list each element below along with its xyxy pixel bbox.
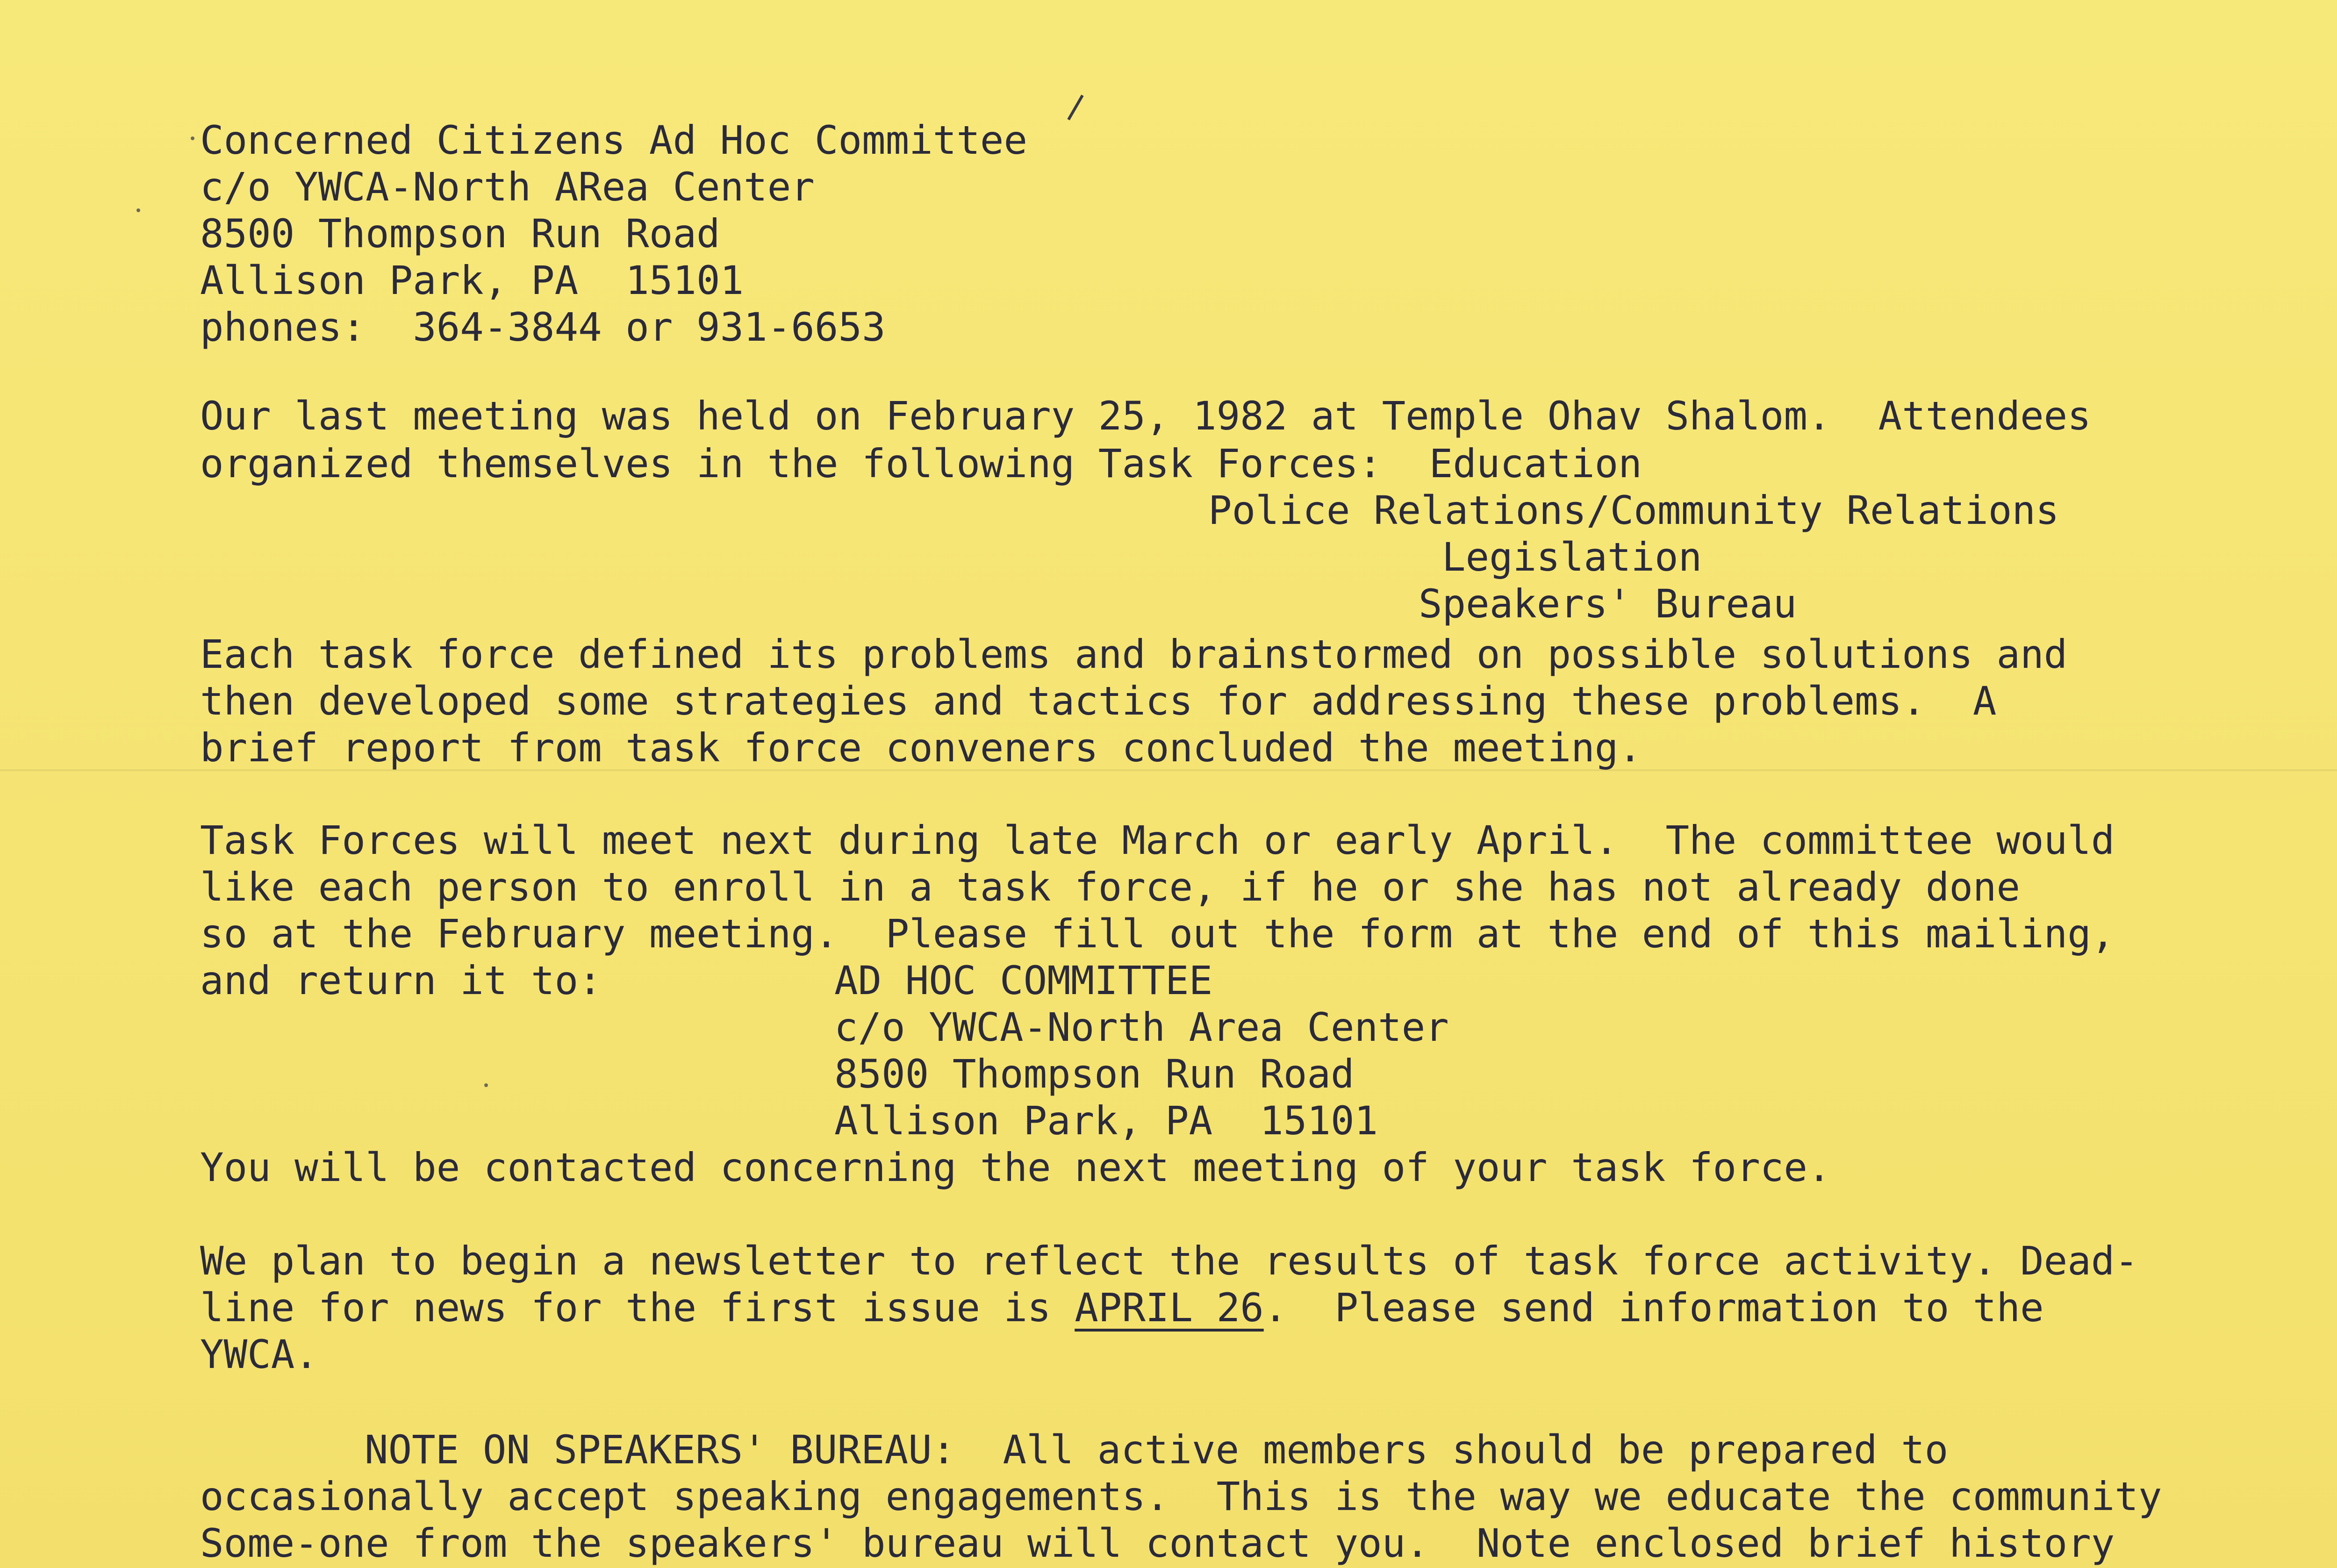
return-address-line: AD HOC COMMITTEE	[834, 958, 1213, 1003]
speck	[136, 208, 140, 212]
para1-line4: then developed some strategies and tactics for addressing these problems. A	[200, 678, 1997, 724]
letterhead-city: Allison Park, PA 15101	[200, 258, 744, 303]
para1-line1: Our last meeting was held on February 25, 1982 at Temple Ohav Shalom. Attendees	[200, 393, 2091, 439]
task-force-item: Legislation	[1442, 534, 1702, 580]
para2-line3: so at the February meeting. Please fill out the form at the end of this mailing,	[200, 911, 2115, 957]
letterhead-care-of: c/o YWCA-North ARea Center	[200, 164, 815, 210]
speck	[191, 136, 194, 140]
para3-line1: We plan to begin a newsletter to reflect the results of task force activity. Dead-	[200, 1238, 2138, 1284]
para2-line4: and return it to:	[200, 958, 602, 1003]
para4-line3: Some-one from the speakers' bureau will contact you. Note enclosed brief history	[200, 1520, 2115, 1566]
para1-line3: Each task force defined its problems and brainstormed on possible solutions and	[200, 631, 2068, 677]
para3-line3: YWCA.	[200, 1332, 318, 1377]
speck	[484, 1083, 488, 1087]
task-force-item: Police Relations/Community Relations	[1208, 487, 2059, 533]
pen-mark	[1067, 95, 1083, 121]
para1-line2: organized themselves in the following Task Forces: Education	[200, 441, 1642, 487]
return-address-line: c/o YWCA-North Area Center	[834, 1004, 1449, 1050]
return-address-line: Allison Park, PA 15101	[834, 1098, 1378, 1144]
para2-line5: You will be contacted concerning the next meeting of your task force.	[200, 1145, 1831, 1190]
para2-line2: like each person to enroll in a task force, if he or she has not already done	[200, 864, 2021, 910]
para4-line2: occasionally accept speaking engagements. This is the way we educate the community	[200, 1474, 2162, 1519]
letterhead-street: 8500 Thompson Run Road	[200, 211, 720, 257]
para3-line2	[200, 1284, 2044, 1331]
para4-line1: NOTE ON SPEAKERS' BUREAU: All active members should be prepared to	[365, 1427, 1949, 1473]
letterhead-org: Concerned Citizens Ad Hoc Committee	[200, 117, 1028, 163]
letterhead-phones: phones: 364-3844 or 931-6653	[200, 304, 886, 350]
para3-line2-pre: line for news for the first issue is	[200, 1285, 1075, 1331]
para1-line5: brief report from task force conveners concluded the meeting.	[200, 725, 1642, 771]
para2-line1: Task Forces will meet next during late March or early April. The committee would	[200, 817, 2115, 863]
return-address-line: 8500 Thompson Run Road	[834, 1051, 1355, 1097]
para3-line2-post: . Please send information to the	[1263, 1285, 2044, 1331]
deadline-date: APRIL 26	[1075, 1285, 1264, 1331]
task-force-item: Speakers' Bureau	[1419, 581, 1797, 627]
